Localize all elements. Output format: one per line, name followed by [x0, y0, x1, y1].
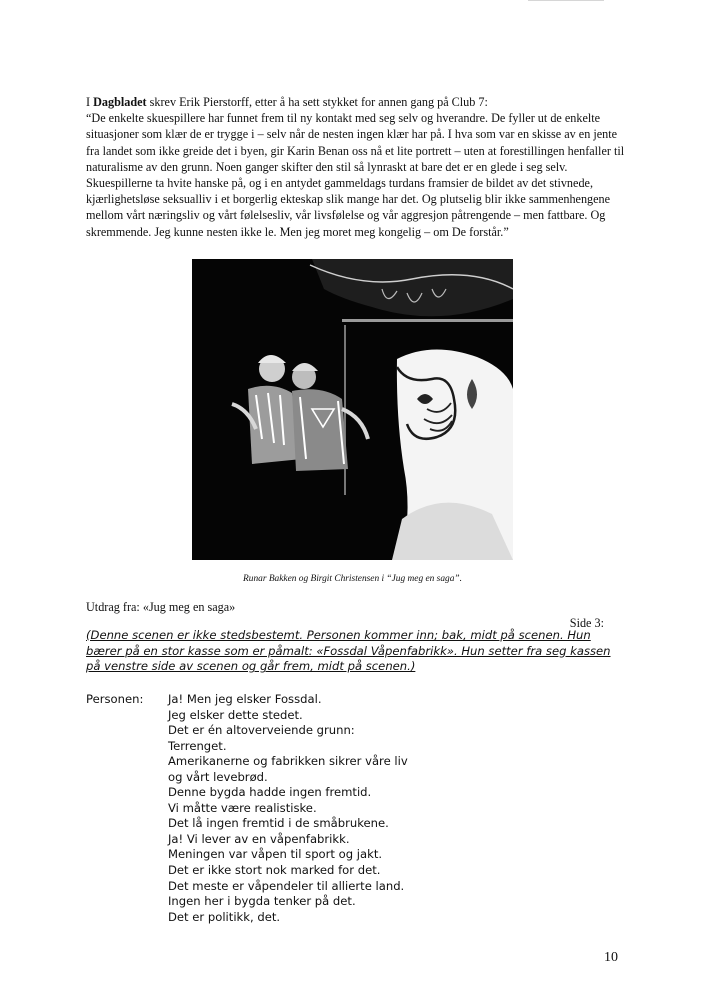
intro-text: skrev Erik Pierstorff, etter å ha sett stykket for annen gang på Club 7:: [146, 95, 488, 109]
stage-photo-illustration: [192, 259, 513, 560]
dialogue-line: Det er ikke stort nok marked for det.: [168, 863, 381, 878]
page-number: 10: [604, 950, 618, 965]
dialogue-line: Det meste er våpendeler til allierte land.: [168, 878, 405, 893]
dialogue-line: Vi måtte være realistiske.: [168, 800, 317, 815]
intro-line: [86, 94, 626, 110]
review-quote: [86, 94, 626, 240]
dialogue-line: Amerikanerne og fabrikken sikrer våre liv: [168, 754, 408, 769]
dialogue-line: Denne bygda hadde ingen fremtid.: [168, 785, 372, 800]
speaker-name: Personen:: [86, 692, 144, 706]
excerpt-label: Utdrag fra: «Jug meg en saga»: [86, 600, 236, 614]
dialogue: [168, 692, 408, 925]
dialogue-line: Ingen her i bygda tenker på det.: [168, 894, 356, 909]
stage-photo: [192, 259, 513, 560]
stage-direction: (Denne scenen er ikke stedsbestemt. Personen kommer inn; bak, midt på scenen. Hun bærer på en stor kasse som er påmalt: «Fossdal Våpenfabrikk». Hun setter fra seg kassen på venstre side av scenen og går frem, midt på scenen.): [86, 628, 611, 674]
dialogue-line: Det er politikk, det.: [168, 909, 281, 924]
scan-edge-line: [528, 0, 604, 1]
dialogue-line: Ja! Men jeg elsker Fossdal.: [168, 692, 322, 706]
intro-prefix: I: [86, 95, 91, 109]
quote-text: “De enkelte skuespillere har funnet frem til ny kontakt med seg selv og hverandre. De fyller ut de enkelte situasjoner som klær de er trygge i – selv når de nesten ingen klær har på. I hva som var en skisse av en jente fra landet som ikke greide det i byen, gir Karin Benan oss nå et lite portrett – uten at forestillingen henfaller til naturalisme av den grunn. Noen ganger skifter den stil så lynraskt at bare det er en glede i seg selv. Skuespillerne ta hvite hanske på, og i en antydet gammeldags turdans framsier de bildet av det stivnede, kjærlighetsløse seksualliv i et borgerlig ekteskap slik mange har det. Og plutselig blir ikke sammenhengene mellom vårt næringsliv og vårt følelsesliv, vår livsfølelse og vår aggresjon påtrengende – men fattbare. Og skremmende. Jeg kunne nesten ikke le. Men jeg moret meg kongelig – om De forstår.”: [86, 111, 625, 239]
dialogue-line: Meningen var våpen til sport og jakt.: [168, 847, 383, 862]
photo-caption: Runar Bakken og Birgit Christensen i “Jug meg en saga”.: [243, 574, 462, 584]
dialogue-line: Ja! Vi lever av en våpenfabrikk.: [168, 831, 350, 846]
dialogue-line: Jeg elsker dette stedet.: [168, 707, 303, 722]
dialogue-line: Det er én altoverveiende grunn:: [168, 723, 355, 738]
dialogue-line: Det lå ingen fremtid i de småbrukene.: [168, 816, 389, 831]
dialogue-line: Terrenget.: [168, 738, 227, 753]
page-reference: Side 3:: [569, 616, 604, 630]
newspaper-name: Dagbladet: [93, 95, 147, 109]
dialogue-line: og vårt levebrød.: [168, 769, 268, 784]
